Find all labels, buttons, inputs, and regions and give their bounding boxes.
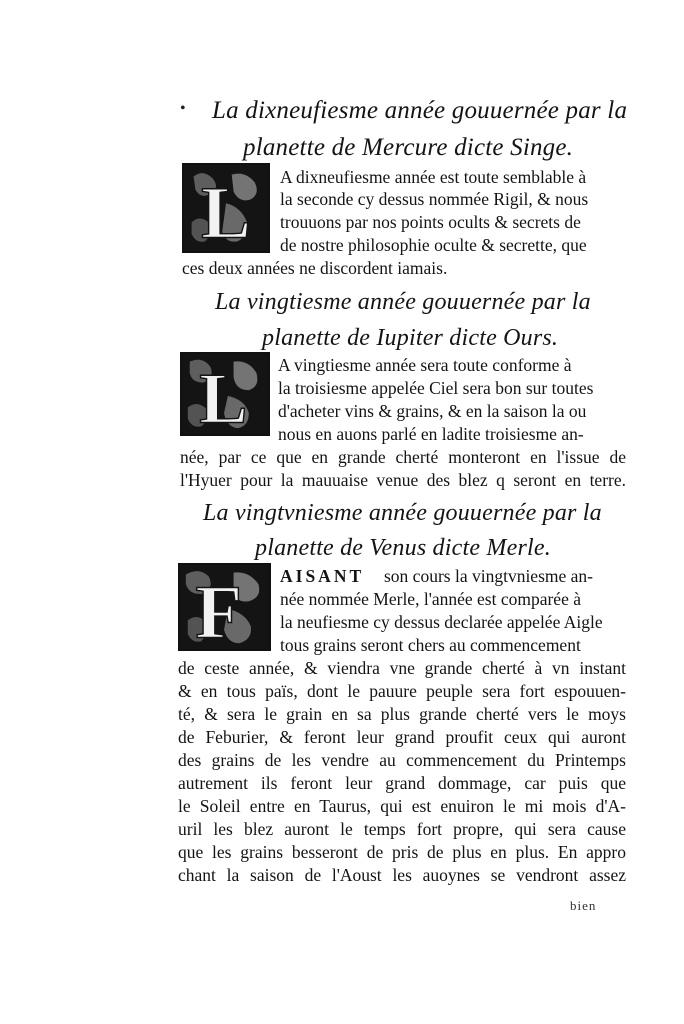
text-line: autrement ils feront leur grand dommage, car puis que (178, 773, 626, 793)
text-line: que les grains besseront de pris de plus en plus. En appro (178, 842, 626, 862)
text-line: née, par ce que en grande cherté monteront en l'issue de (180, 447, 626, 467)
section-heading-line1: La dixneufiesme année gouuernée par la (212, 97, 628, 124)
first-word (280, 565, 364, 587)
text-line: chant la saison de l'Aoust les auoynes se vendront assez (178, 865, 626, 885)
decorated-initial-l-icon (184, 165, 268, 251)
decorated-initial-f (178, 563, 271, 651)
text-line: & en tous païs, dont le pauure peuple sera fort espouuen- (178, 681, 626, 701)
margin-mark: • (180, 100, 186, 117)
text-line: de Feburier, & feront leur grand proufit ceux qui auront (178, 727, 626, 747)
decorated-initial-f-icon (180, 565, 269, 649)
text-line: trouuons par nos points ocults & secrets de (280, 212, 581, 232)
decorated-initial-l (180, 352, 270, 436)
decorated-initial-l (182, 163, 270, 253)
text-line: des grains de les vendre au commencement du Printemps (178, 750, 626, 770)
text-line: le Soleil entre en Taurus, qui est enuiron le mi mois d'A- (178, 796, 626, 816)
text-line: tous grains seront chers au commencement (280, 635, 581, 655)
section-heading-line2: planette de Mercure dicte Singe. (243, 134, 574, 161)
decorated-initial-l-icon (182, 354, 268, 434)
svg-text:F: F (195, 569, 243, 649)
catchword: bien (570, 898, 597, 913)
section-heading-line2: planette de Iupiter dicte Ours. (262, 325, 559, 351)
svg-text:L: L (201, 172, 251, 251)
text-line: A vingtiesme année sera toute conforme à (278, 355, 572, 375)
svg-text:L: L (199, 358, 248, 434)
text-line: née nommée Merle, l'année est comparée à (280, 589, 581, 609)
text-line: té, & sera le grain en sa plus grande cherté vers le moys (178, 704, 626, 724)
section-heading-line1: La vingtvniesme année gouuernée par la (203, 500, 602, 526)
section-heading-line1: La vingtiesme année gouuernée par la (215, 289, 591, 315)
text-line: de nostre philosophie oculte & secrette, que (280, 235, 587, 255)
text-line: son cours la vingtvniesme an- (384, 566, 593, 586)
text-line: de ceste année, & viendra vne grande cherté à vn instant (178, 658, 626, 678)
text-line: d'acheter vins & grains, & en la saison la ou (278, 401, 587, 421)
text-line: la neufiesme cy dessus declarée appelée Aigle (280, 612, 603, 632)
text-line: la seconde cy dessus nommée Rigil, & nous (280, 189, 589, 209)
text-line: ces deux années ne discordent iamais. (182, 258, 448, 278)
text-line: l'Hyuer pour la mauuaise venue des blez q seront en terre. (180, 470, 626, 490)
text-line: la troisiesme appelée Ciel sera bon sur toutes (278, 378, 594, 398)
text-line: nous en auons parlé en ladite troisiesme an- (278, 424, 584, 444)
text-line: uril les blez auront le temps fort propre, qui sera cause (178, 819, 626, 839)
first-word-text: AISANT (280, 566, 365, 586)
section-heading-line2: planette de Venus dicte Merle. (255, 535, 551, 561)
text-line: A dixneufiesme année est toute semblable à (280, 167, 587, 187)
